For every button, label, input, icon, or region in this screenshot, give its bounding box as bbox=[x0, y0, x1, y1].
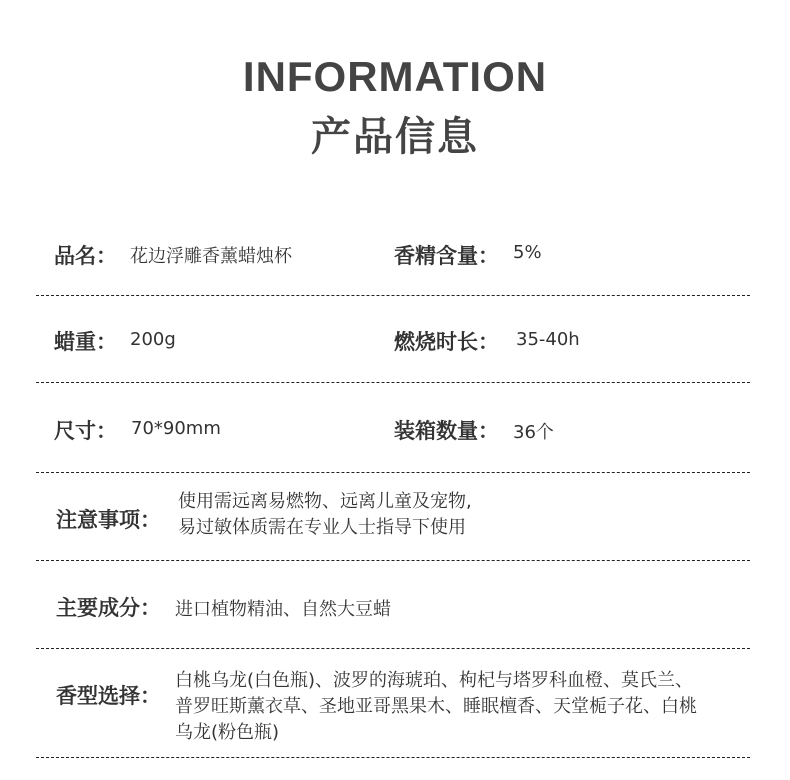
size-label: 尺寸： bbox=[54, 419, 117, 443]
scents-line: 普罗旺斯薰衣草、圣地亚哥黑果木、睡眠檀香、天堂栀子花、白桃 bbox=[175, 696, 697, 717]
title-english: INFORMATION bbox=[242, 53, 548, 100]
wax-weight-label: 蜡重： bbox=[54, 330, 117, 354]
scents-value bbox=[175, 668, 697, 746]
size-value: 70*90mm bbox=[131, 418, 221, 439]
notes-line: 易过敏体质需在专业人士指导下使用 bbox=[178, 517, 466, 538]
box-quantity-value: 36个 bbox=[513, 422, 554, 443]
scents-line: 乌龙(粉色瓶) bbox=[175, 722, 280, 743]
wax-weight-value: 200g bbox=[130, 329, 176, 350]
fragrance-content-label: 香精含量： bbox=[394, 244, 499, 268]
scents-label: 香型选择： bbox=[56, 684, 161, 708]
scents-line: 白桃乌龙(白色瓶)、波罗的海琥珀、枸杞与塔罗科血橙、莫氏兰、 bbox=[175, 670, 694, 691]
notes-line: 使用需远离易燃物、远离儿童及宠物, bbox=[178, 491, 472, 512]
product-name-label: 品名： bbox=[54, 244, 117, 268]
fragrance-content-value: 5% bbox=[513, 242, 542, 263]
notes-label: 注意事项： bbox=[56, 508, 161, 532]
divider bbox=[36, 295, 750, 296]
divider bbox=[36, 560, 750, 561]
box-quantity-label: 装箱数量： bbox=[394, 419, 499, 443]
title-chinese: 产品信息 bbox=[311, 114, 479, 160]
burn-time-value: 35-40h bbox=[516, 329, 580, 350]
notes-value bbox=[178, 489, 472, 541]
divider bbox=[36, 472, 750, 473]
product-name-value: 花边浮雕香薰蜡烛杯 bbox=[130, 246, 292, 267]
divider bbox=[36, 757, 750, 758]
ingredients-value: 进口植物精油、自然大豆蜡 bbox=[175, 599, 391, 620]
divider bbox=[36, 648, 750, 649]
divider bbox=[36, 382, 750, 383]
ingredients-label: 主要成分： bbox=[56, 596, 161, 620]
burn-time-label: 燃烧时长： bbox=[394, 330, 499, 354]
